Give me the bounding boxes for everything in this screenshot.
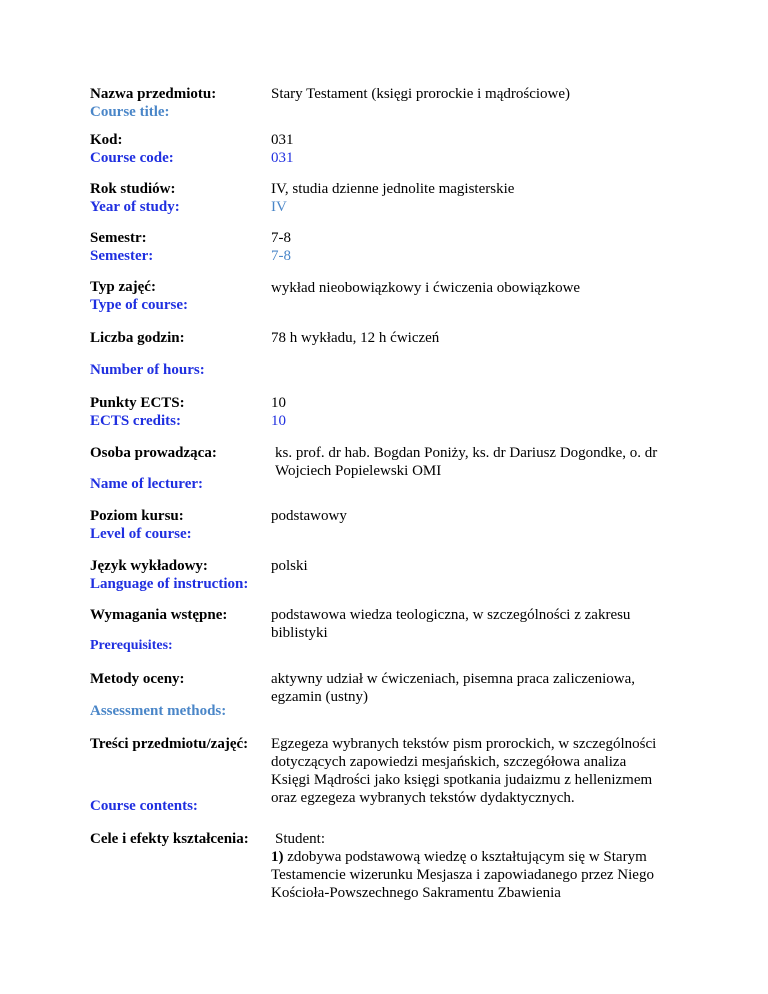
type-of-course-label: Typ zajęć: Type of course: [90, 279, 189, 313]
contents-label: Treści przedmiotu/zajęć: [90, 736, 249, 752]
prereq-label-en: Prerequisites: [90, 638, 173, 653]
prereq-value: podstawowa wiedza teologiczna, w szczególności z zakresu biblistyki [271, 607, 631, 641]
assessment-value: aktywny udział w ćwiczeniach, pisemna praca zaliczeniowa, egzamin (ustny) [271, 671, 635, 705]
goals-label: Cele i efekty kształcenia: [90, 831, 249, 847]
course-code-label: Kod: Course code: [90, 132, 174, 166]
language-value: polski [271, 558, 308, 574]
lecturer-label-en: Name of lecturer: [90, 476, 203, 492]
ects-label: Punkty ECTS: ECTS credits: [90, 395, 185, 429]
semester-label: Semestr: Semester: [90, 230, 154, 264]
lecturer-value: ks. prof. dr hab. Bogdan Poniży, ks. dr Dariusz Dogondke, o. dr Wojciech Popielewski OMI [275, 445, 658, 479]
contents-label-en: Course contents: [90, 798, 198, 814]
level-value: podstawowy [271, 508, 347, 524]
type-of-course-value: wykład nieobowiązkowy i ćwiczenia obowiązkowe [271, 280, 581, 296]
language-label: Język wykładowy: Language of instruction: [90, 558, 249, 592]
course-title-value: Stary Testament (księgi prorockie i mądrościowe) [271, 86, 571, 102]
semester-value: 7-8 7-8 [271, 230, 291, 264]
course-title-label: Nazwa przedmiotu: Course title: [90, 86, 217, 120]
assessment-label-en: Assessment methods: [90, 703, 227, 719]
hours-label-en: Number of hours: [90, 362, 205, 378]
year-of-study-value: IV, studia dzienne jednolite magisterskie IV [271, 181, 515, 215]
goals-item-1: 1) zdobywa podstawową wiedzę o kształtującym się w Starym [271, 849, 647, 865]
level-label: Poziom kursu: Level of course: [90, 508, 192, 542]
hours-label: Liczba godzin: [90, 330, 185, 346]
year-of-study-label: Rok studiów: Year of study: [90, 181, 180, 215]
assessment-label: Metody oceny: [90, 671, 185, 687]
lecturer-label: Osoba prowadząca: [90, 445, 217, 461]
hours-value: 78 h wykładu, 12 h ćwiczeń [271, 330, 440, 346]
prereq-label: Wymagania wstępne: [90, 607, 228, 623]
contents-value: Egzegeza wybranych tekstów pism prorockich, w szczególności dotyczących zapowiedzi mesjańskich, szczegółowa analiza Księgi Mądrości jako księgi spotkania judaizmu z hellenizmem oraz egzegeza wybranych tekstów dydaktycznych. [271, 736, 657, 806]
ects-value: 10 10 [271, 395, 286, 429]
goals-value: Student: 1) zdobywa podstawową wiedzę o kształtującym się w Starym Testamencie wizerunku Mesjasza i zapowiadanego przez Niego Kościoła-Powszechnego Sakramentu Zbawienia [271, 830, 678, 902]
course-code-value: 031 031 [271, 132, 294, 166]
